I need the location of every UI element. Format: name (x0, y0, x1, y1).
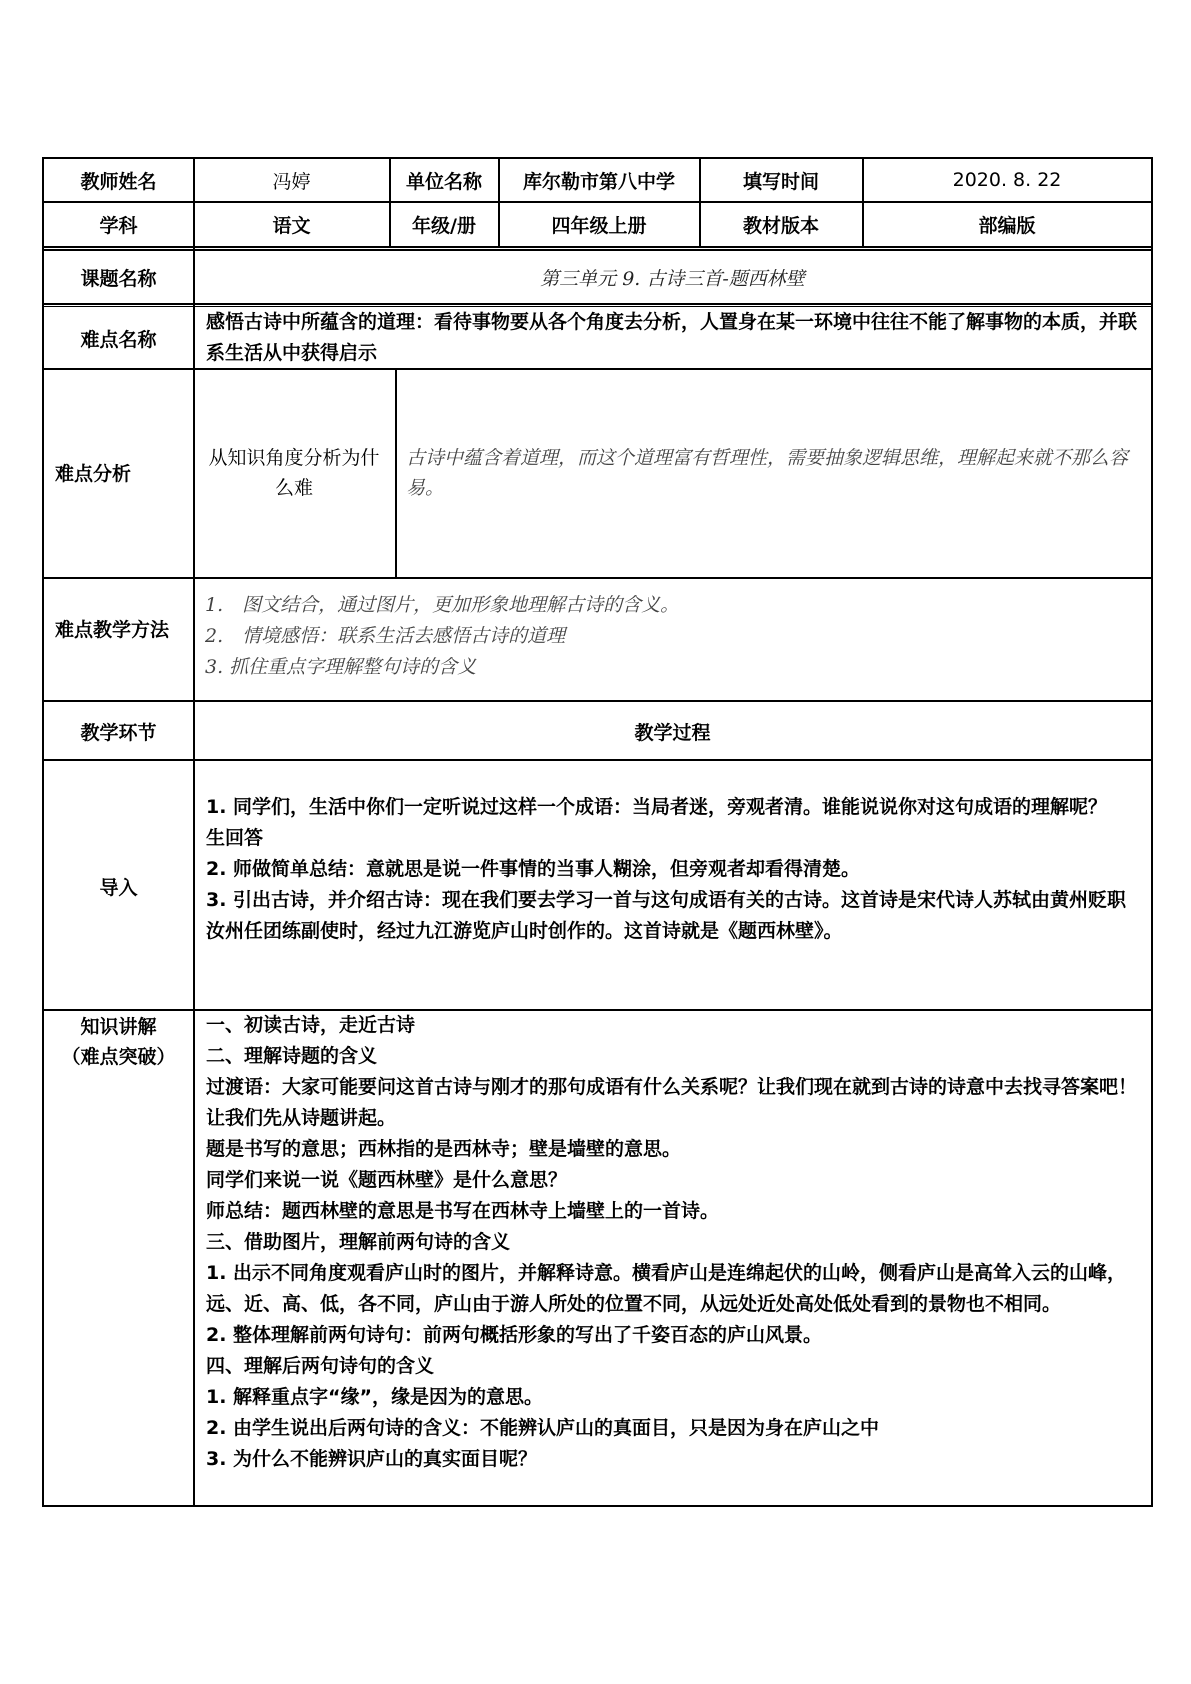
knowledge-line: 师总结：题西林壁的意思是书写在西林寺上墙壁上的一首诗。 (206, 1200, 720, 1222)
table-line (42, 246, 1153, 248)
knowledge-line: 3. 为什么不能辨识庐山的真实面目呢？ (206, 1448, 538, 1470)
teaching-process-label: 教学过程 (634, 721, 711, 744)
intro-label: 导入 (99, 876, 138, 899)
analysis-sub-label: 从知识角度分析为什么难 (208, 446, 380, 499)
table-border-right (1151, 157, 1153, 1507)
table-line (389, 157, 391, 248)
knowledge-line: 1. 出示不同角度观看庐山时的图片，并解释诗意。横看庐山是连绵起伏的山岭，侧看庐山是高耸入云的山峰，远、近、高、低，各不同，庐山由于游人所处的位置不同，从远处近处高处低处看到的景物也不相同。 (206, 1262, 1127, 1315)
table-line (42, 303, 1153, 305)
edition-label: 教材版本 (742, 215, 819, 237)
method-item: 1. 图文结合，通过图片，更加形象地理解古诗的含义。 (205, 594, 680, 616)
knowledge-line: 1. 解释重点字“缘”，缘是因为的意思。 (206, 1386, 544, 1408)
teacher-name-value: 冯婷 (272, 170, 311, 193)
method-label: 难点教学方法 (55, 618, 170, 641)
intro-line: 3. 引出古诗，并介绍古诗：现在我们要去学习一首与这句成语有关的古诗。这首诗是宋代诗人苏轼由黄州贬职汝州任团练副使时，经过九江游览庐山时创作的。这首诗就是《题西林壁》。 (206, 889, 1127, 942)
method-list (205, 590, 1145, 683)
knowledge-line: 三、借助图片，理解前两句诗的含义 (206, 1231, 511, 1253)
fill-time-label: 填写时间 (742, 170, 819, 193)
table-line (862, 157, 864, 248)
table-line (42, 700, 1153, 702)
knowledge-label-line2: （难点突破） (61, 1046, 176, 1068)
knowledge-line: 2. 整体理解前两句诗句：前两句概括形象的写出了千姿百态的庐山风景。 (206, 1324, 823, 1346)
knowledge-label-line1: 知识讲解 (80, 1016, 157, 1038)
table-line (42, 306, 1153, 307)
table-border-left (42, 157, 44, 1507)
teaching-stage-label: 教学环节 (80, 721, 157, 744)
knowledge-line: 过渡语：大家可能要问这首古诗与刚才的那句成语有什么关系呢？让我们现在就到古诗的诗意中去找寻答案吧！让我们先从诗题讲起。 (206, 1076, 1138, 1129)
table-line (42, 368, 1153, 370)
table-border-top (42, 157, 1153, 159)
knowledge-line: 四、理解后两句诗句的含义 (206, 1355, 435, 1377)
subject-value: 语文 (272, 215, 311, 237)
table-border-bottom (42, 1505, 1153, 1507)
table-line (42, 201, 1153, 203)
subject-label: 学科 (99, 215, 138, 237)
intro-line: 生回答 (206, 827, 264, 849)
table-line (193, 157, 195, 1507)
method-item: 2. 情境感悟：联系生活去感悟古诗的道理 (205, 625, 566, 647)
topic-value: 第三单元 9. 古诗三首-题西林壁 (540, 267, 805, 290)
knowledge-content (206, 1010, 1142, 1475)
table-line (699, 157, 701, 248)
intro-content (206, 792, 1142, 947)
table-line (498, 157, 500, 248)
table-line (42, 577, 1153, 579)
analysis-label: 难点分析 (55, 463, 132, 485)
difficulty-value: 感悟古诗中所蕴含的道理：看待事物要从各个角度去分析，人置身在某一环境中往往不能了解事物的本质，并联系生活从中获得启示 (206, 311, 1138, 364)
topic-label: 课题名称 (80, 267, 157, 290)
knowledge-line: 2. 由学生说出后两句诗的含义：不能辨认庐山的真面目，只是因为身在庐山之中 (206, 1417, 880, 1439)
knowledge-line: 二、理解诗题的含义 (206, 1045, 378, 1067)
teacher-name-label: 教师姓名 (80, 170, 157, 193)
table-line (42, 759, 1153, 761)
unit-name-label: 单位名称 (405, 170, 482, 193)
analysis-value: 古诗中蕴含着道理，而这个道理富有哲理性，需要抽象逻辑思维，理解起来就不那么容易。 (406, 447, 1129, 499)
intro-line: 2. 师做简单总结：意就思是说一件事情的当事人糊涂，但旁观者却看得清楚。 (206, 858, 861, 880)
grade-label: 年级/册 (412, 215, 476, 237)
grade-value: 四年级上册 (551, 215, 647, 237)
table-line (42, 249, 1153, 251)
intro-line: 1. 同学们，生活中你们一定听说过这样一个成语：当局者迷，旁观者清。谁能说说你对这句成语的理解呢？ (206, 796, 1108, 818)
difficulty-label: 难点名称 (80, 328, 157, 351)
edition-value: 部编版 (978, 215, 1036, 237)
method-item: 3. 抓住重点字理解整句诗的含义 (205, 656, 477, 678)
table-line (42, 1009, 1153, 1011)
knowledge-label (43, 1012, 194, 1072)
table-line (395, 368, 397, 579)
unit-name-value: 库尔勒市第八中学 (522, 170, 675, 193)
knowledge-line: 一、初读古诗，走近古诗 (206, 1014, 416, 1036)
knowledge-line: 同学们来说一说《题西林壁》是什么意思？ (206, 1169, 568, 1191)
knowledge-line: 题是书写的意思；西林指的是西林寺；壁是墙壁的意思。 (206, 1138, 682, 1160)
fill-time-value: 2020. 8. 22 (952, 169, 1062, 191)
